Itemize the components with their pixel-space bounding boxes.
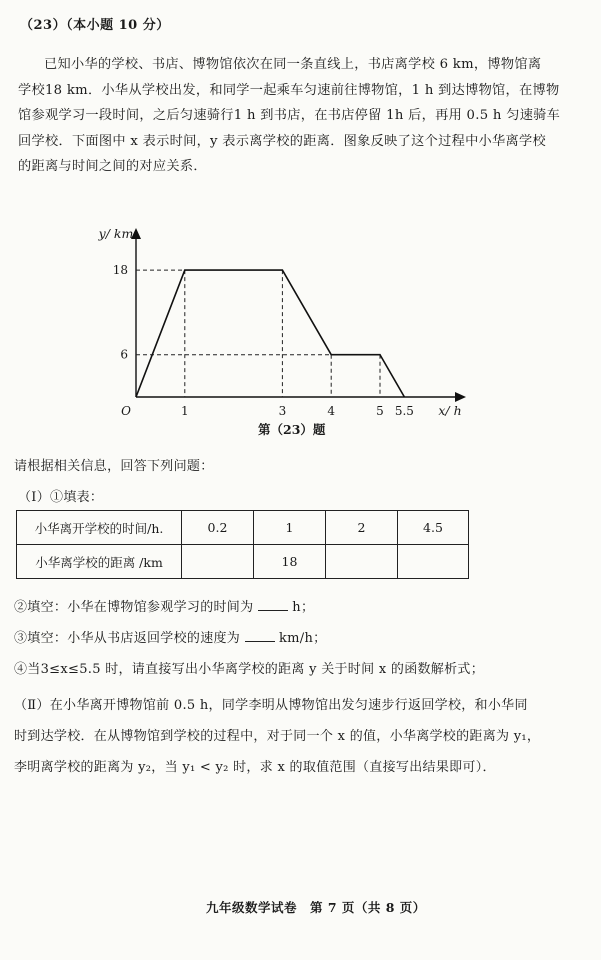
- part2-line: 李明离学校的距离为 y₂，当 y₁ < y₂ 时，求 x 的取值范围（直接写出结果即可）．: [14, 760, 496, 775]
- distance-time-graph: [0, 0, 601, 440]
- table-cell: 4.5: [398, 511, 469, 545]
- series-line: [136, 270, 404, 397]
- intro-line: 的距离与时间之间的对应关系．: [18, 159, 207, 174]
- table-cell: 1: [254, 511, 326, 545]
- part1-label: （Ⅰ）①填表：: [18, 490, 104, 505]
- table-header-cell: 小华离开学校的时间/h.: [17, 511, 182, 545]
- q3-unit: km/h；: [278, 631, 327, 646]
- page-footer: 九年级数学试卷 第 7 页（共 8 页）: [206, 900, 426, 915]
- q2-unit: h；: [292, 600, 315, 615]
- x-tick-label: 4: [327, 404, 336, 418]
- x-axis-arrow: [455, 392, 466, 402]
- x-tick-label: 5: [376, 404, 384, 418]
- intro-line: 已知小华的学校、书店、博物馆依次在同一条直线上，书店离学校 6 km，博物馆离: [44, 57, 542, 72]
- fill-table: [16, 510, 469, 579]
- q3-text: ③填空：小华从书店返回学校的速度为: [14, 631, 241, 646]
- intro-line: 学校18 km．小华从学校出发，和同学一起乘车匀速前往博物馆，1 h 到达博物馆，在博物: [18, 82, 560, 98]
- part2-line: 时到达学校．在从博物馆到学校的过程中，对于同一个 x 的值，小华离学校的距离为 y₁，: [14, 729, 541, 744]
- table-cell: 18: [254, 545, 326, 579]
- question-4: ④当3≤x≤5.5 时，请直接写出小华离学校的距离 y 关于时间 x 的函数解析式；: [14, 662, 484, 677]
- x-tick-label: 3: [278, 404, 287, 418]
- figure-caption: 第（23）题: [258, 422, 326, 437]
- table-row: [17, 511, 469, 545]
- q2-answer-blank[interactable]: [258, 598, 288, 611]
- question-3: [14, 627, 326, 646]
- origin-label: O: [121, 404, 131, 418]
- intro-line: 回学校．下面图中 x 表示时间，y 表示离学校的距离．图象反映了这个过程中小华离学校: [18, 133, 546, 149]
- y-tick-label: 6: [120, 347, 128, 362]
- table-row: [17, 545, 469, 579]
- table-answer-cell[interactable]: [326, 545, 398, 579]
- table-cell: 0.2: [182, 511, 254, 545]
- table-header-cell: 小华离学校的距离 /km: [17, 545, 182, 579]
- y-axis-label: y/ km: [98, 226, 134, 241]
- x-tick-label: 1: [180, 404, 189, 418]
- table-cell: 2: [326, 511, 398, 545]
- intro-line: 馆参观学习一段时间，之后匀速骑行1 h 到书店，在书店停留 1h 后，再用 0.5 h 匀速骑车: [18, 108, 561, 123]
- question-header: （23）（本小题 10 分）: [20, 18, 170, 33]
- q2-text: ②填空：小华在博物馆参观学习的时间为: [14, 600, 254, 615]
- table-answer-cell[interactable]: [182, 545, 254, 579]
- part2-line: （Ⅱ）在小华离开博物馆前 0.5 h，同学李明从博物馆出发匀速步行返回学校，和小华同: [14, 698, 528, 713]
- part2: [14, 690, 540, 783]
- y-tick-label: 18: [112, 263, 128, 278]
- table-answer-cell[interactable]: [398, 545, 469, 579]
- x-tick-label: 5.5: [394, 404, 414, 418]
- prompt-line: 请根据相关信息，回答下列问题：: [14, 459, 214, 474]
- question-2: [14, 596, 314, 615]
- q3-answer-blank[interactable]: [245, 629, 275, 642]
- x-axis-label: x/ h: [438, 403, 462, 418]
